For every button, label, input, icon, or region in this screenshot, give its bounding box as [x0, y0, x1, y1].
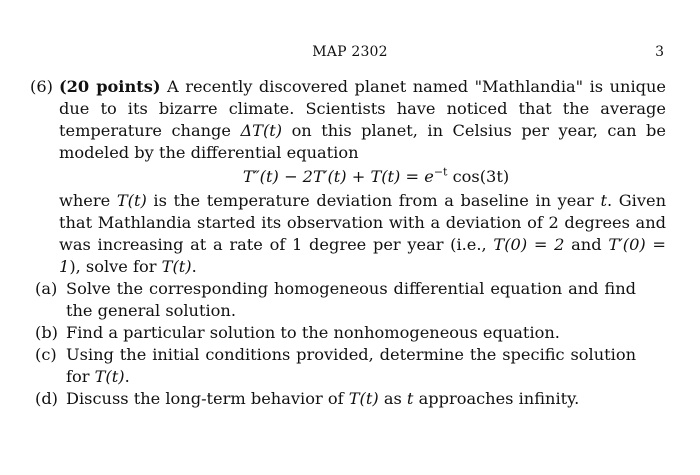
part-text-end: . — [124, 367, 130, 386]
part-label: (b) — [35, 323, 58, 342]
part-a — [30, 278, 636, 322]
part-text-end: approaches infinity. — [413, 389, 580, 408]
problem-number: (6) — [30, 77, 53, 96]
body-text-a: where — [59, 191, 117, 210]
math-t: t — [600, 191, 607, 210]
points-label: (20 points) — [59, 77, 161, 96]
math-t: t — [406, 389, 414, 408]
problem-statement — [59, 76, 666, 164]
part-c — [30, 344, 636, 388]
body-text-b: is the temperature deviation from a baseline in year — [146, 191, 601, 210]
part-label: (c) — [35, 345, 57, 364]
math-initial-derivative: T′(0) = 1 — [59, 235, 666, 276]
math-t-of-t: T(t) — [348, 389, 379, 408]
page-number: 3 — [655, 44, 664, 60]
intro-text-b: on this planet, in Celsius per year, can be modeled by the differential equation — [59, 121, 666, 162]
math-t-of-t: T(t) — [116, 191, 147, 210]
part-text: Find a particular solution to the nonhomogeneous equation. — [66, 323, 560, 342]
part-label: (a) — [35, 279, 58, 298]
body-text-e: ), solve for — [69, 257, 162, 276]
equation-lhs: T″(t) − 2T′(t) + T(t) = e — [242, 167, 434, 186]
problem-parts — [30, 278, 666, 410]
equation-rhs: cos(3t) — [447, 167, 510, 186]
part-text: Discuss the long-term behavior of — [66, 389, 349, 408]
part-text: Using the initial conditions provided, determine the specific solution for — [66, 345, 636, 386]
part-text-mid: as — [378, 389, 407, 408]
body-text-f: . — [191, 257, 197, 276]
math-delta-t: ΔT(t) — [240, 121, 283, 140]
part-text: Solve the corresponding homogeneous differential equation and find the general solution. — [66, 279, 636, 320]
body-text-d: and — [564, 235, 609, 254]
math-t-of-t-2: T(t) — [161, 257, 192, 276]
equation-exponent: −t — [433, 165, 448, 179]
math-t-of-t: T(t) — [94, 367, 125, 386]
part-d — [30, 388, 636, 410]
body-text-c: . Given that Mathlandia started its observation with a deviation of 2 degrees and was increasing at a rate of 1 degree per year (i.e., — [59, 191, 666, 254]
problem-6 — [30, 76, 666, 410]
part-b — [30, 322, 636, 344]
intro-text-a: A recently discovered planet named "Mathlandia" is unique due to its bizarre climate. Scientists have noticed that the average temperature change — [59, 77, 667, 140]
part-label: (d) — [35, 389, 58, 408]
course-header: MAP 2302 — [312, 44, 388, 60]
math-initial-value: T(0) = 2 — [493, 235, 565, 254]
problem-conditions — [59, 190, 666, 278]
differential-equation — [30, 164, 666, 190]
